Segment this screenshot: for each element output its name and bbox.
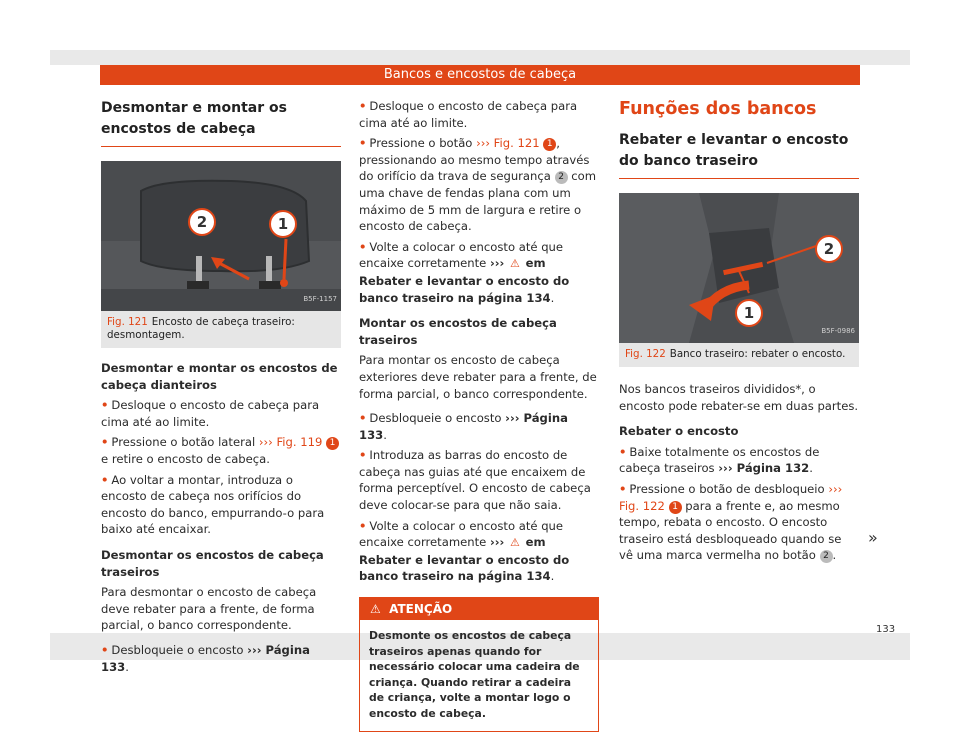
number-badge: 1 (543, 138, 556, 151)
bullet-icon: • (359, 239, 367, 254)
page-link[interactable]: ››› Página 133 (101, 642, 310, 674)
caption-text: Banco traseiro: rebater o encosto. (669, 348, 846, 360)
figure-caption (101, 311, 341, 348)
subheading: Rebater o encosto (619, 424, 739, 439)
list-item: • Desbloqueie o encosto ››› Página 133. (359, 411, 568, 442)
bullet-icon: • (359, 99, 367, 113)
figure-link[interactable]: ››› Fig. 122 (619, 481, 843, 513)
column-2 (359, 98, 599, 732)
number-badge: 1 (326, 437, 339, 450)
bullet-icon: • (359, 411, 367, 426)
list-item: • Ao voltar a montar, introduza o encosto de cabeça nos orifícios do encosto do banco, empurrando-o para baixo até encaixar. (101, 472, 325, 537)
list-item: • Volte a colocar o encosto até que encaixe corretamente ››› ⚠ em Rebater e levantar o encosto do banco traseiro na página 134. (359, 518, 570, 584)
warning-triangle-icon: ⚠ (510, 536, 520, 550)
page-number: 133 (876, 624, 896, 635)
bullet-icon: • (619, 444, 627, 459)
column-3 (619, 98, 859, 564)
section-title: Rebater e levantar o encosto do banco traseiro (619, 130, 859, 179)
list-item: • Volte a colocar o encosto até que encaixe corretamente ››› ⚠ em Rebater e levantar o encosto do banco traseiro na página 134. (359, 239, 570, 305)
headrest-photo (101, 161, 341, 311)
bullet-icon: • (619, 481, 627, 496)
paragraph: Nos bancos traseiros divididos*, o encosto pode rebater-se em duas partes. (619, 382, 859, 413)
list-item: • Pressione o botão lateral ››› Fig. 119 1 e retire o encosto de cabeça. (101, 434, 341, 467)
figure-link[interactable]: ››› Fig. 121 (476, 136, 540, 151)
list-item: • Desbloqueie o encosto ››› Página 133. (101, 642, 310, 674)
page-link[interactable]: ››› Página 132 (718, 461, 810, 476)
subheading: Desmontar os encostos de cabeça traseiros (101, 547, 324, 579)
subheading: Montar os encostos de cabeça traseiros (359, 316, 557, 347)
bullet-icon: • (101, 398, 109, 413)
warning-triangle-icon: ⚠ (370, 602, 381, 617)
figure-number: Fig. 122 (625, 348, 666, 360)
number-badge: 2 (555, 171, 568, 184)
list-item: • Pressione o botão de desbloqueio ››› Fig. 122 1 para a frente e, ao mesmo tempo, rebata o encosto. O encosto traseiro está desbloqueado quando se vê uma marca vermelha no botão 2 . (619, 481, 843, 563)
bullet-icon: • (359, 136, 367, 151)
callout-2: 2 (815, 235, 843, 263)
list-item: • Desloque o encosto de cabeça para cima até ao limite. (101, 398, 320, 429)
warning-box (359, 597, 599, 732)
chapter-title: Funções dos bancos (619, 99, 817, 119)
callout-2: 2 (188, 208, 216, 236)
bullet-icon: • (101, 435, 109, 450)
warning-triangle-icon: ⚠ (510, 257, 520, 271)
list-item: • Desloque o encosto de cabeça para cima até ao limite. (359, 99, 578, 130)
rear-seat-photo (619, 193, 859, 343)
warning-header: ⚠ ATENÇÃO (360, 598, 598, 620)
figure-code: B5F-1157 (303, 295, 337, 304)
list-item: • Baixe totalmente os encostos de cabeça traseiros ››› Página 132. (619, 444, 820, 476)
number-badge: 2 (820, 550, 833, 563)
callout-1: 1 (735, 299, 763, 327)
bullet-icon: • (101, 472, 109, 487)
bullet-icon: • (359, 518, 367, 533)
page-header: Bancos e encostos de cabeça (100, 65, 860, 85)
figure-link[interactable]: ››› Fig. 119 (258, 435, 323, 450)
list-item: • Pressione o botão ››› Fig. 121 1 , pressionando ao mesmo tempo através do orifício da trava de segurança 2 com uma chave de fendas plana com um máximo de 5 mm de largura e retire o encosto de cabeça. (359, 136, 597, 234)
figure-122 (619, 193, 859, 367)
figure-121 (101, 161, 341, 348)
continue-mark: » (868, 528, 878, 547)
caption-text: Encosto de cabeça traseiro: desmontagem. (107, 316, 295, 341)
page-link[interactable]: ››› Página 133 (359, 411, 568, 442)
figure-number: Fig. 121 (107, 316, 148, 328)
paragraph: Para desmontar o encosto de cabeça deve rebater para a frente, de forma parcial, o banco correspondente. (101, 585, 317, 633)
headrest-illustration (101, 161, 341, 311)
bullet-icon: • (359, 448, 367, 463)
bullet-icon: • (101, 642, 109, 657)
warning-text: Desmonte os encostos de cabeça traseiros apenas quando for necessário colocar uma cadeira de criança. Quando retirar a cadeira de criança, volte a montar logo o encosto de cabeça. (369, 629, 580, 720)
callout-1: 1 (269, 210, 297, 238)
figure-code: B5F-0986 (821, 327, 855, 336)
cross-reference-link[interactable]: em Rebater e levantar o encosto do banco traseiro na página 134 (359, 256, 570, 305)
figure-caption (619, 343, 859, 367)
subheading: Desmontar e montar os encostos de cabeça dianteiros (101, 361, 338, 392)
cross-reference-link[interactable]: em Rebater e levantar o encosto do banco traseiro na página 134 (359, 535, 570, 584)
list-item: • Introduza as barras do encosto de cabeça nas guias até que encaixem de forma perceptível. O encosto de cabeça deve colocar-se para que não saia. (359, 448, 591, 513)
number-badge: 1 (669, 501, 682, 514)
paragraph: Para montar os encosto de cabeça exteriores deve rebater para a frente, de forma parcial, o banco correspondente. (359, 353, 597, 401)
column-1 (101, 98, 341, 675)
section-title: Desmontar e montar os encostos de cabeça (101, 98, 341, 147)
